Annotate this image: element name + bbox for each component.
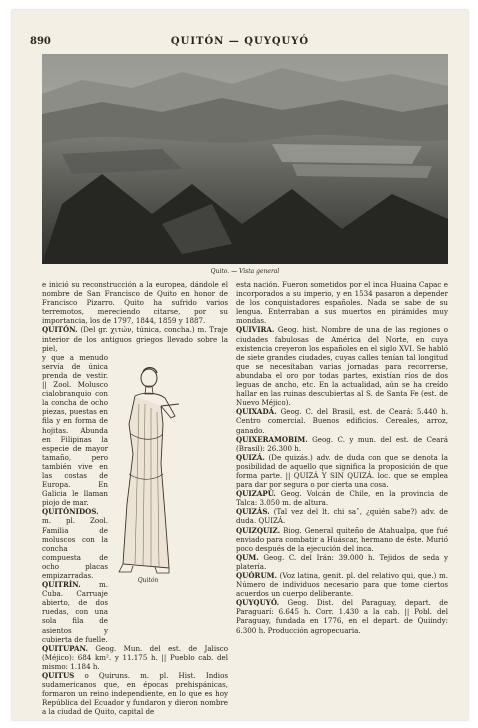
headword-quixada: QUIXADÁ. [236, 407, 277, 417]
entry-quizquiz [236, 526, 448, 553]
figure-caption: Quitón [137, 577, 159, 584]
entry-quitonidos-text: m. pl. Zool. Familia de moluscos con la concha compuesta de ocho placas empizarradas. [42, 516, 108, 580]
entry-quizas-text: (Tal vez del lt. chi saˆ, ¿quién sabe?) adv. de duda. QUIZÁ. [236, 507, 448, 526]
headword-quizapu: QUIZAPÚ. [236, 489, 276, 499]
entry-quitrin [42, 580, 108, 644]
entry-quitupan-text: Geog. Mun. del est. de Jalisco (Méjico): 684 km². y 11.175 h. || Pueblo cab. del mismo: 1.184 h. [42, 643, 228, 671]
entry-quiza-text: (De quizás.) adv. de duda con que se denota la posibilidad de aquello que significa la proposición de que forma parte. || QUIZÁ Y SIN QUIZÁ. loc. que se emplea para dar por segura o por cierta una cosa. [236, 452, 448, 490]
left-paragraph-1: e inició su reconstrucción a la europea, dándole el nombre de San Francisco de Quito en honor de Francisco Pizarro. Quito ha sufrido varios terremotos, mereciendo citarse, por su importancia, los de 1797, 1844, 1859 y 1887. [42, 280, 228, 326]
photo-caption: Quito. — Vista general [210, 268, 280, 275]
entry-quixeramobim [236, 435, 448, 453]
headword-quitupan: QUITUPAN. [42, 643, 88, 653]
entry-quitus [42, 671, 228, 716]
headword-qum: QUM. [236, 552, 259, 562]
book-page [12, 10, 468, 720]
right-paragraph-1: esta nación. Fueron sometidos por el inca Huaina Capac e incorporados a su imperio, y en 1534 pasaron a depender de los conquistadores españoles. Nada se sabe de su lengua. Enterraban a sus muertos en pirámides muy mondas. [236, 280, 448, 326]
entry-quitupan [42, 644, 228, 671]
page-header [30, 36, 450, 52]
entry-quiza [236, 453, 448, 489]
entry-qum-text: Geog. C. del Irán: 39.000 h. Tejidos de seda y platería. [236, 552, 448, 571]
headword-quitus: QUITUS [42, 671, 75, 681]
headword-quivira: QUIVIRA. [236, 325, 275, 335]
running-head: QUITÓN — QUYQUYÓ [170, 36, 310, 47]
entry-quiton-text-a: (Del gr. χιτών, túnica, concha.) m. Traje interior de los antiguos griegos llevado sobre la piel, [42, 325, 229, 353]
headword-quitrin: QUITRÍN. [42, 580, 81, 590]
entry-quizquiz-text: Biog. General quiteño de Atahualpa, que fué enviado para combatir a Huáscar, hermano de éste. Murió poco después de la ejecución del inca. [236, 525, 448, 553]
greek-figure-illustration [109, 364, 187, 576]
entry-qum [236, 553, 448, 571]
headword-quizas: QUIZÁS. [236, 507, 270, 517]
headword-quiton: QUITÓN. [42, 325, 78, 335]
headword-quizquiz: QUIZQUIZ. [236, 525, 281, 535]
entry-quyquyo [236, 598, 448, 634]
headword-quiza: QUIZÁ. [236, 452, 265, 462]
headword-quitonidos: QUITÓNIDOS. [42, 507, 99, 517]
entry-quitonidos [42, 507, 108, 580]
entry-quixada [236, 407, 448, 434]
headword-quyquyo: QUYQUYÓ. [236, 598, 280, 608]
quito-photograph [42, 54, 448, 264]
quiton-figure [109, 364, 187, 576]
entry-quorum [236, 571, 448, 598]
entry-quitrin-text: m. Cuba. Carruaje abierto, de dos ruedas, con una sola fila de asientos y cubierta de fuelle. [42, 580, 108, 644]
headword-quixeramobim: QUIXERAMOBIM. [236, 434, 308, 444]
entry-quizapu [236, 489, 448, 507]
entry-quitus-text: o Quiruns. m. pl. Hist. Indios sudamericanos que, en épocas prehispánicas, formaron un reino independiente, en lo que es hoy República del Ecuador y fundaron y dieron nombre a la ciudad de Quito, capital de [42, 671, 228, 717]
entry-quizas [236, 507, 448, 525]
entry-quiton-narrow [42, 353, 108, 508]
page-number: 890 [30, 36, 51, 47]
entry-quyquyo-text: Geog. Dist. del Paraguay, depart. de Paraguarí: 6.645 h. Corr. 1.430 a la cab. || Pobl. del Paraguay, fundada en 1776, en el depart. de Quiindy: 6.300 h. Producción agropecuaria. [236, 598, 449, 635]
entry-quixeramobim-text: Geog. C. y mun. del est. de Ceará (Brasil): 26.300 h. [236, 434, 448, 453]
entry-quizapu-text: Geog. Volcán de Chile, en la provincia de Talca: 3.050 m. de altura. [236, 489, 448, 508]
entry-quixada-text: Geog. C. del Brasil, est. de Ceará: 5.440 h. Centro comercial. Buenos edificios. Cereales, arroz, ganado. [236, 407, 448, 435]
entry-quiton-text-b: y que a menudo servía de única prenda de vestir. [42, 352, 108, 380]
headword-quorum: QUÓRUM. [236, 571, 277, 580]
photo-landscape-illustration [42, 54, 448, 264]
entry-quivira-text: Geog. hist. Nombre de una de las regiones o ciudades fabulosas de América del Norte, en cuya existencia creyeron los españoles en el siglo XVI. Se habló de siete grandes ciudades, cuyas calles tenían tal longitud que se necesitaban varias jornadas para recorrerse, abundaba el oro por todas partes, existían ríos de dos leguas de ancho, etc. En la actualidad, aún se ha creído hallar en las ruinas descubiertas al S. de Santa Fe (est. de Nuevo Méjico). [236, 325, 448, 408]
entry-quiton [42, 325, 228, 352]
entry-quivira [236, 325, 448, 407]
entry-quiton-text-c: || Zool. Molusco cialobranquio con la concha de ocho piezas, puestas en fila y en forma de hojitas. Abunda en Filipinas la especie de mayor tamaño, pero también vive en las costas de Europa. En Galicia le llaman piojo de mar. [42, 380, 108, 508]
entry-quorum-text: (Voz latina, genit. pl. del relativo qui, que.) m. Número de individuos necesario para que tome ciertos acuerdos un cuerpo deliberante. [236, 571, 449, 599]
right-column [236, 280, 448, 635]
